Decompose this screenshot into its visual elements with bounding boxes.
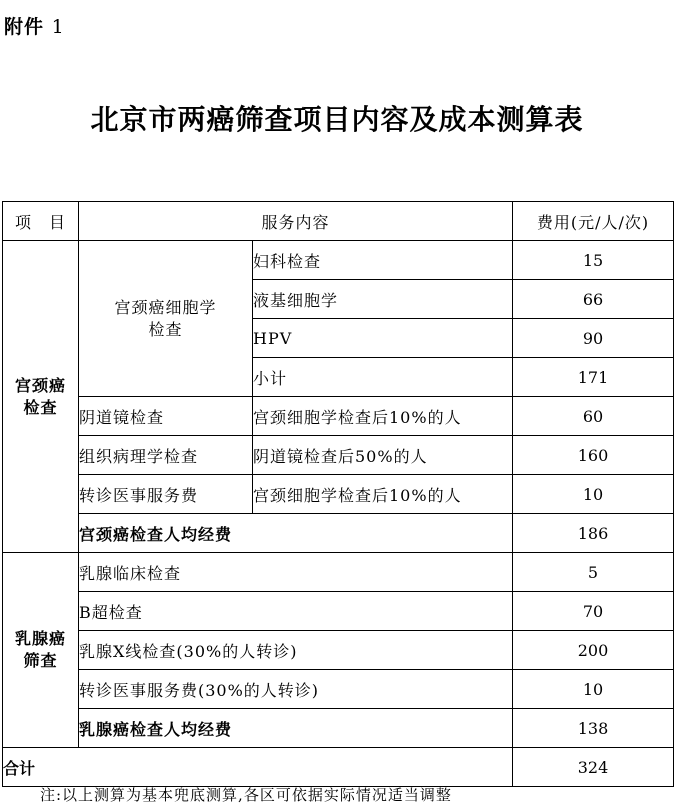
table-row — [3, 241, 674, 280]
table-row — [3, 436, 674, 475]
cervical-average-fee: 186 — [513, 514, 674, 553]
header-service-content: 服务内容 — [79, 202, 513, 241]
fee-cell: 70 — [513, 592, 674, 631]
attachment-word: 附件 — [4, 16, 45, 38]
table-row — [3, 397, 674, 436]
item-cell: B超检查 — [79, 592, 513, 631]
fee-cell: 15 — [513, 241, 674, 280]
table-row — [3, 670, 674, 709]
group-breast — [3, 553, 79, 748]
fee-cell: 60 — [513, 397, 674, 436]
content-cell: 宫颈细胞学检查后10%的人 — [253, 397, 513, 436]
group-cervical-line1: 宫颈癌 — [14, 375, 66, 395]
group-breast-line1: 乳腺癌 — [14, 629, 66, 648]
group-cervical — [3, 241, 79, 553]
item-cell: 组织病理学检查 — [79, 436, 253, 475]
item-cell: 液基细胞学 — [253, 280, 513, 319]
group-breast-line2: 筛查 — [23, 651, 58, 670]
total-fee: 324 — [513, 748, 674, 787]
cost-table — [2, 201, 674, 787]
cytology-label — [79, 241, 253, 397]
fee-cell: 10 — [513, 670, 674, 709]
fee-cell: 10 — [513, 475, 674, 514]
content-cell: 宫颈细胞学检查后10%的人 — [253, 475, 513, 514]
fee-cell: 66 — [513, 280, 674, 319]
page-title: 北京市两癌筛查项目内容及成本测算表 — [90, 103, 584, 136]
table-row — [3, 748, 674, 787]
fee-cell: 5 — [513, 553, 674, 592]
table-row — [3, 592, 674, 631]
item-cell: 转诊医事服务费(30%的人转诊) — [79, 670, 513, 709]
total-label: 合计 — [3, 748, 513, 787]
fee-cell: 90 — [513, 319, 674, 358]
cytology-label-line2: 检查 — [148, 319, 183, 339]
table-header-row — [3, 202, 674, 241]
item-cell: 妇科检查 — [253, 241, 513, 280]
table-row — [3, 553, 674, 592]
content-cell: 阴道镜检查后50%的人 — [253, 436, 513, 475]
subtotal-label: 小计 — [253, 358, 513, 397]
item-cell: 乳腺X线检查(30%的人转诊) — [79, 631, 513, 670]
table-row — [3, 475, 674, 514]
cytology-label-line1: 宫颈癌细胞学 — [114, 297, 217, 317]
item-cell: 转诊医事服务费 — [79, 475, 253, 514]
footnote: 注:以上测算为基本兜底测算,各区可依据实际情况适当调整 — [40, 786, 452, 804]
cervical-average-label: 宫颈癌检查人均经费 — [79, 514, 513, 553]
table-row — [3, 514, 674, 553]
item-cell: 阴道镜检查 — [79, 397, 253, 436]
group-cervical-line2: 检查 — [23, 397, 58, 417]
attachment-number: 1 — [51, 16, 65, 38]
subtotal-fee: 171 — [513, 358, 674, 397]
breast-average-label: 乳腺癌检查人均经费 — [79, 709, 513, 748]
table-row — [3, 709, 674, 748]
breast-average-fee: 138 — [513, 709, 674, 748]
header-project: 项 目 — [3, 202, 79, 241]
fee-cell: 200 — [513, 631, 674, 670]
header-fee: 费用(元/人/次) — [513, 202, 674, 241]
item-cell: HPV — [253, 319, 513, 358]
attachment-label — [4, 12, 65, 39]
fee-cell: 160 — [513, 436, 674, 475]
table-row — [3, 631, 674, 670]
item-cell: 乳腺临床检查 — [79, 553, 513, 592]
